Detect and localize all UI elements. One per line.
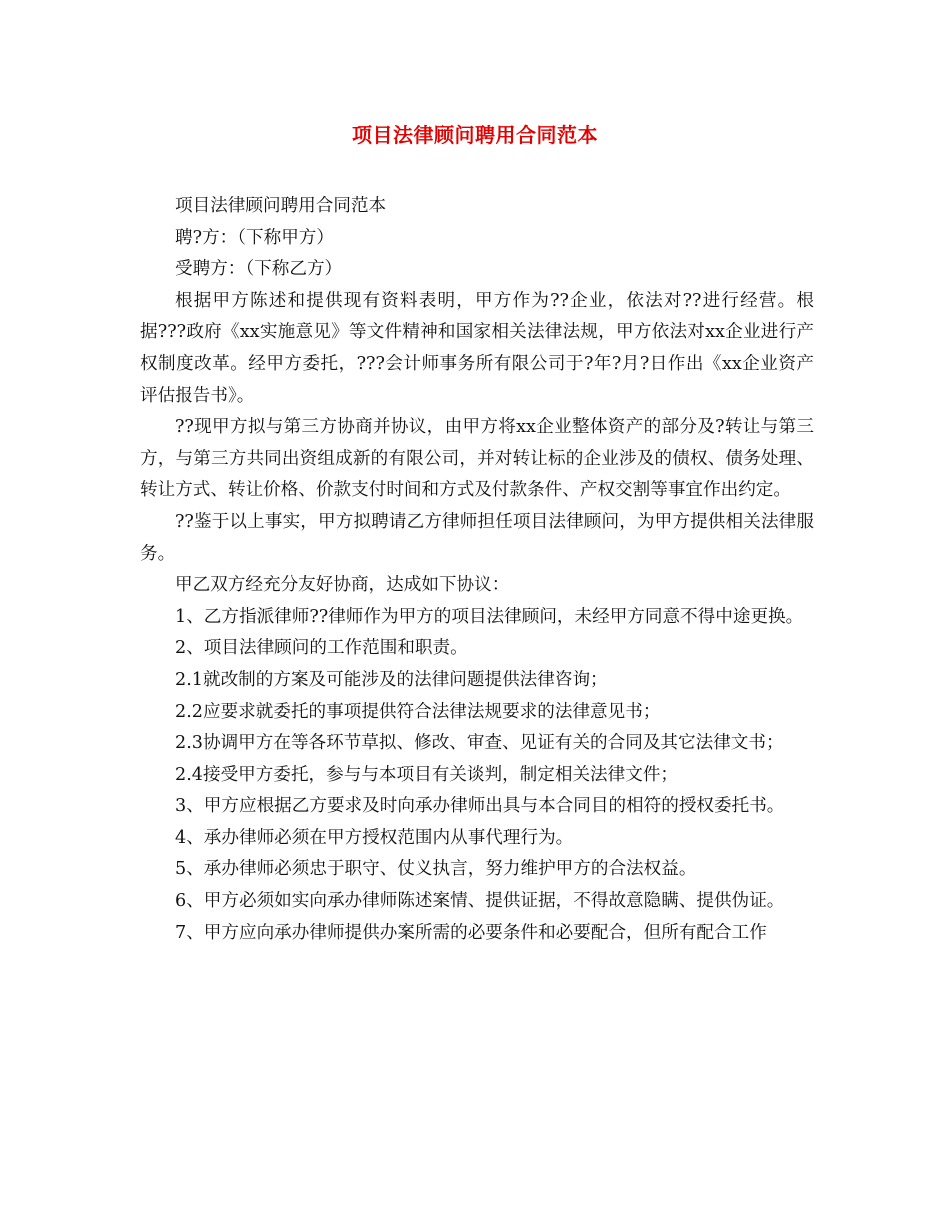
- document-title: 项目法律顾问聘用合同范本: [352, 123, 598, 147]
- clause-3: 3、甲方应根据乙方要求及时向承办律师出具与本合同目的相符的授权委托书。: [175, 796, 785, 817]
- paragraph-transfer: ??现甲方拟与第三方协商并协议，由甲方将xx企业整体资产的部分及?转让与第三方，与第三方共同出资组成新的有限公司，并对转让标的企业涉及的债权、债务处理、转让方式、转让价格、价款支付时间和方式及付款条件、产权交割等事宜作出约定。: [140, 417, 814, 501]
- paragraph-employee: 受聘方：（下称乙方）: [175, 259, 343, 280]
- clause-2-1: 2.1就改制的方案及可能涉及的法律问题提供法律咨询；: [175, 669, 608, 690]
- clause-7: 7、甲方应向承办律师提供办案所需的必要条件和必要配合，但所有配合工作: [175, 922, 767, 943]
- paragraph-employer: 聘?方：（下称甲方）: [175, 227, 334, 248]
- paragraph-background: 根据甲方陈述和提供现有资料表明，甲方作为??企业，依法对??进行经营。根据???政府《xx实施意见》等文件精神和国家相关法律法规，甲方依法对xx企业进行产权制度改革。经甲方委托，???会计师事务所有限公司于?年?月?日作出《xx企业资产评估报告书》。: [140, 290, 814, 406]
- clause-4: 4、承办律师必须在甲方授权范围内从事代理行为。: [175, 827, 574, 848]
- document-body: [140, 191, 814, 949]
- clause-5: 5、承办律师必须忠于职守、仗义执言，努力维护甲方的合法权益。: [175, 859, 697, 880]
- clause-2: 2、项目法律顾问的工作范围和职责。: [175, 638, 468, 659]
- clause-1: 1、乙方指派律师??律师作为甲方的项目法律顾问，未经甲方同意不得中途更换。: [175, 606, 804, 627]
- paragraph-agreement-intro: 甲乙双方经充分友好协商，达成如下协议：: [175, 575, 510, 596]
- clause-2-4: 2.4接受甲方委托，参与与本项目有关谈判，制定相关法律文件；: [175, 764, 679, 785]
- paragraph-engagement: ??鉴于以上事实，甲方拟聘请乙方律师担任项目法律顾问，为甲方提供相关法律服务。: [140, 511, 814, 564]
- clause-6: 6、甲方必须如实向承办律师陈述案情、提供证据，不得故意隐瞒、提供伪证。: [175, 891, 785, 912]
- clause-2-3: 2.3协调甲方在等各环节草拟、修改、审查、见证有关的合同及其它法律文书；: [175, 733, 784, 754]
- clause-2-2: 2.2应要求就委托的事项提供符合法律法规要求的法律意见书；: [175, 701, 661, 722]
- paragraph-subtitle: 项目法律顾问聘用合同范本: [175, 196, 387, 216]
